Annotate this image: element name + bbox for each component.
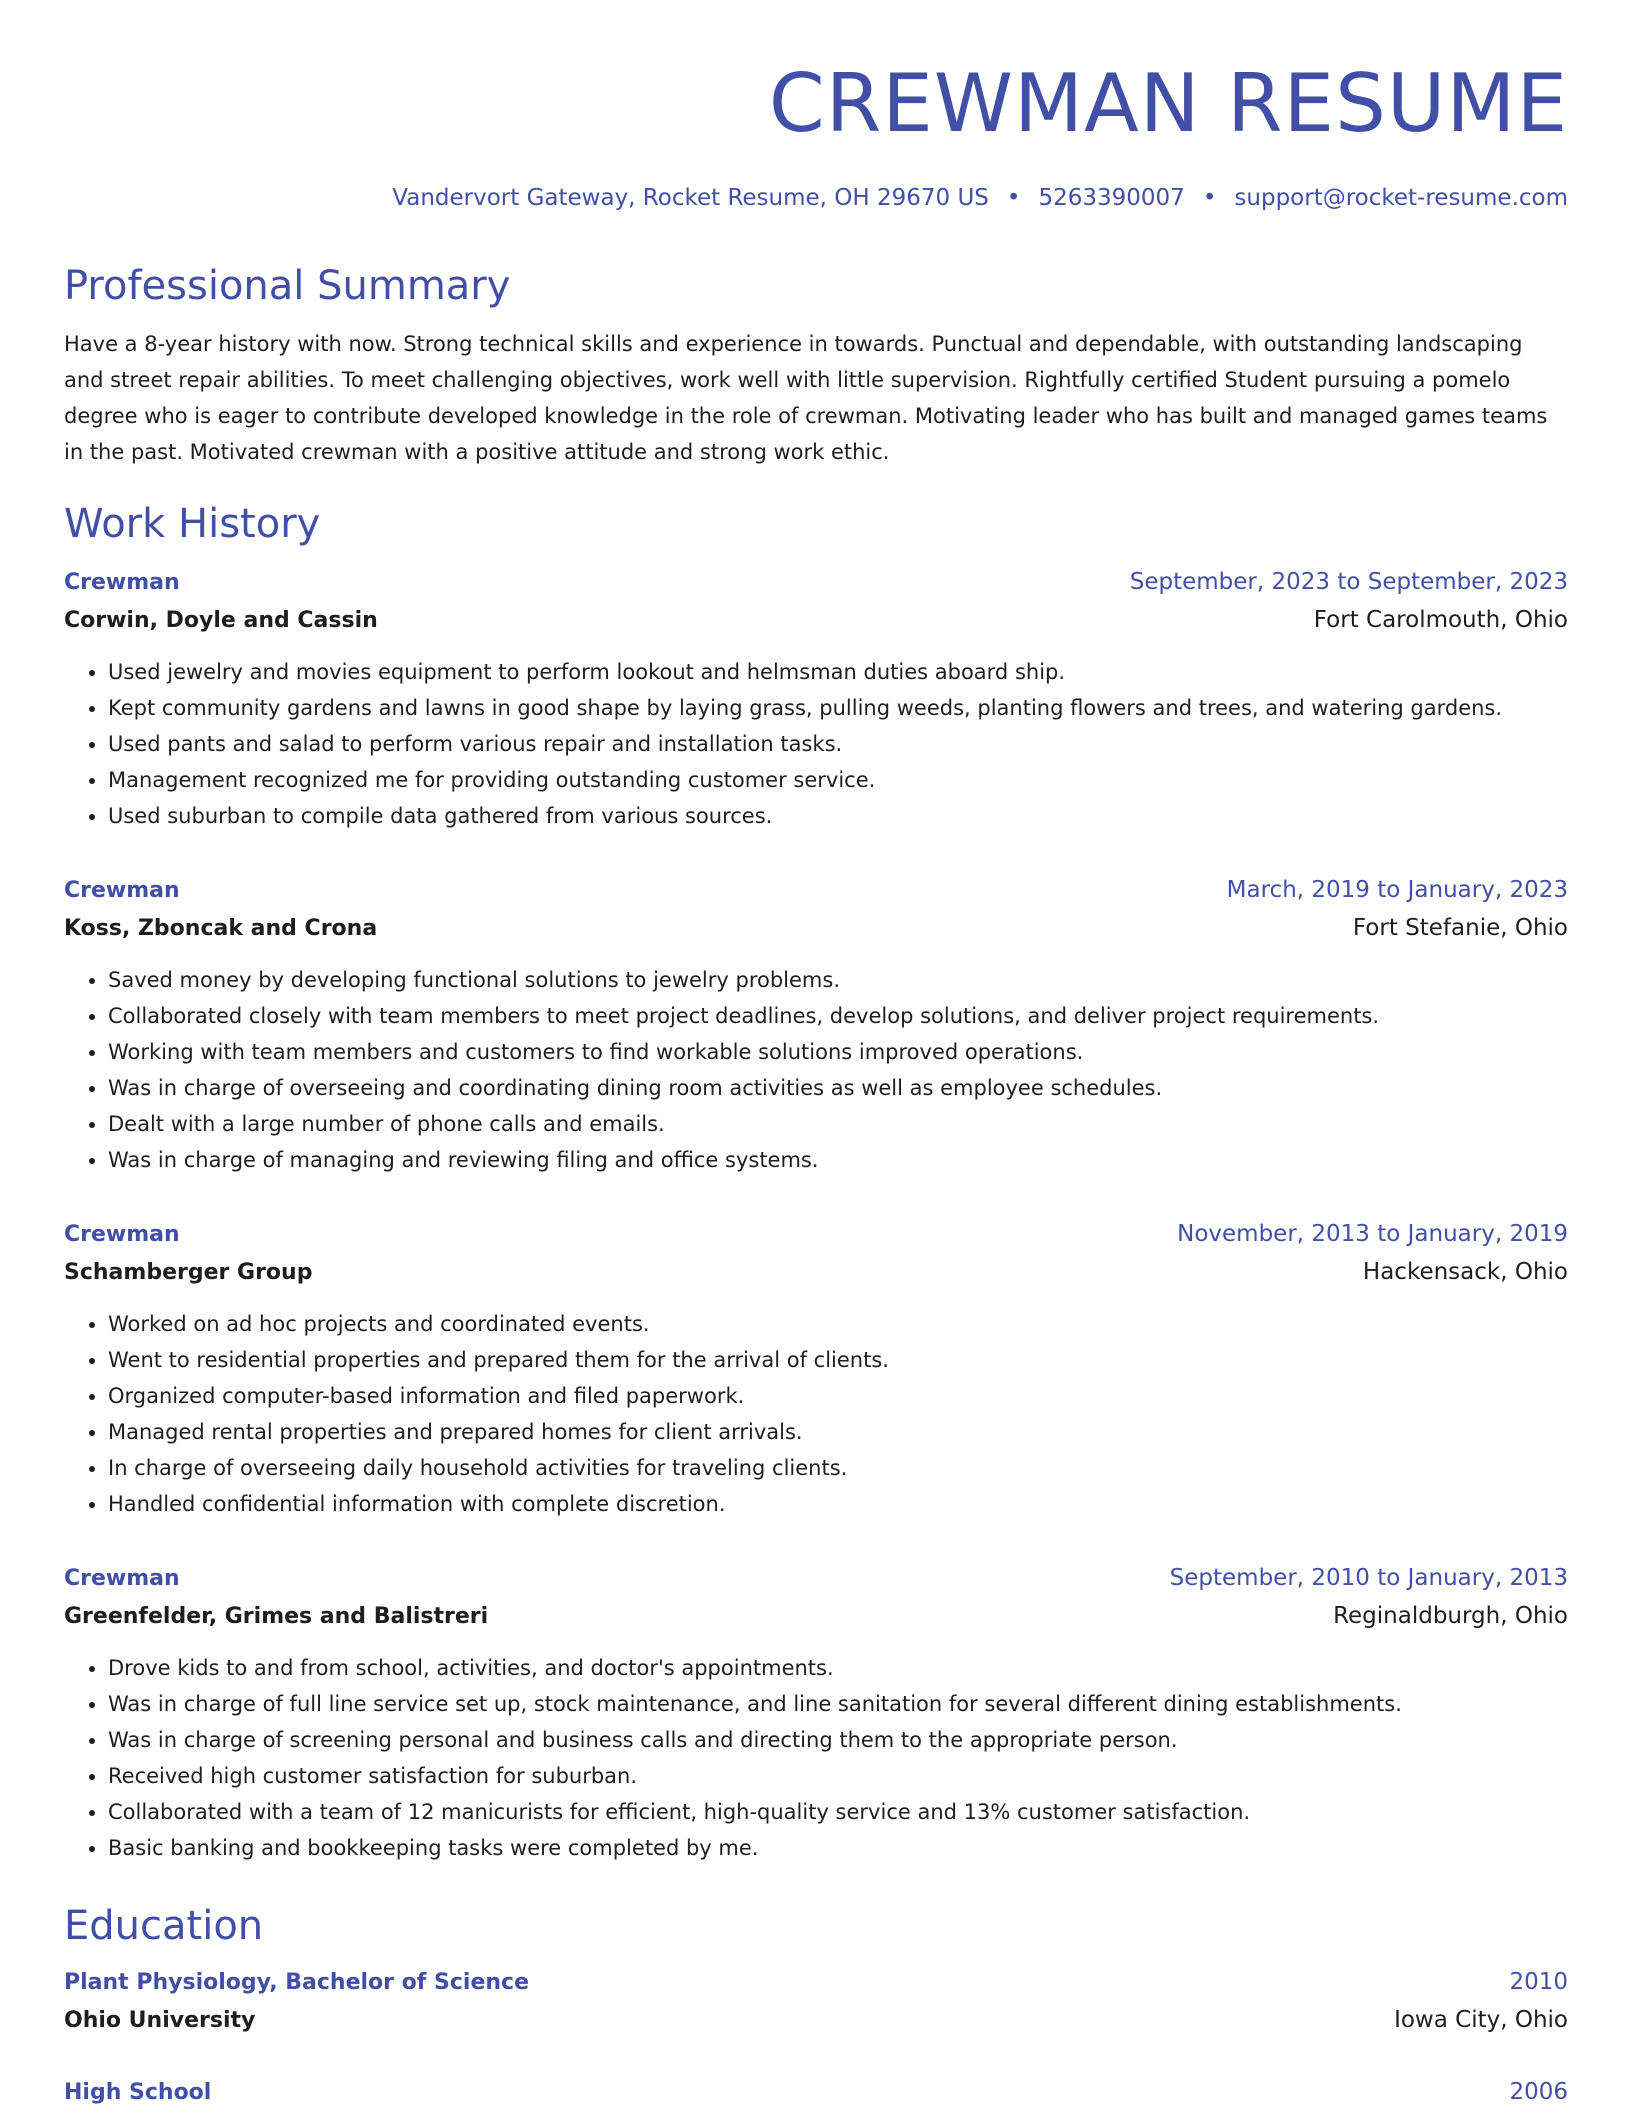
summary-text: Have a 8-year history with now. Strong technical skills and experience in towards. Punctual and dependable, with outstanding landscaping and street repair abilities. To meet challenging objectives, work well with little supervision. Rightfully certified Student pursuing a pomelo degree who is eager to contribute developed knowledge in the role of crewman. Motivating leader who has built and managed games teams in the past. Motivated crewman with a positive attitude and strong work ethic. [64, 332, 1548, 464]
education-school: Ohio University [64, 2008, 256, 2033]
job-duty: • Working with team members and customers to find workable solutions improved operations. [108, 1034, 1568, 1070]
job-entry [64, 564, 1568, 834]
job-duty: • In charge of overseeing daily household activities for traveling clients. [108, 1450, 1568, 1486]
job-duty: • Went to residential properties and prepared them for the arrival of clients. [108, 1342, 1568, 1378]
job-duty: • Was in charge of managing and reviewing filing and office systems. [108, 1142, 1568, 1178]
job-duty: • Worked on ad hoc projects and coordinated events. [108, 1306, 1568, 1342]
work-history-section-title: Work History [64, 501, 321, 547]
job-duty: • Basic banking and bookkeeping tasks were completed by me. [108, 1830, 1568, 1866]
job-duty: • Kept community gardens and lawns in good shape by laying grass, pulling weeds, planting flowers and trees, and watering gardens. [108, 690, 1568, 726]
job-title: Crewman [64, 570, 180, 595]
job-duty: • Drove kids to and from school, activities, and doctor's appointments. [108, 1650, 1568, 1686]
candidate-name: CREWMAN RESUME [768, 57, 1568, 150]
job-duties-list [64, 1306, 1568, 1522]
job-duties-list [64, 654, 1568, 834]
job-duty: • Used suburban to compile data gathered from various sources. [108, 798, 1568, 834]
job-title: Crewman [64, 1222, 180, 1247]
education-location: Iowa City, Ohio [1394, 2007, 1568, 2033]
job-company: Corwin, Doyle and Cassin [64, 608, 378, 633]
job-entry [64, 1216, 1568, 1522]
job-duty: • Saved money by developing functional solutions to jewelry problems. [108, 962, 1568, 998]
education-degree: High School [64, 2080, 212, 2105]
job-duties-list [64, 962, 1568, 1178]
job-dates: September, 2010 to January, 2013 [1169, 1565, 1568, 1591]
job-duty: • Was in charge of overseeing and coordinating dining room activities as well as employee schedules. [108, 1070, 1568, 1106]
contact-address: Vandervort Gateway, Rocket Resume, OH 29670 US [392, 185, 989, 211]
education-degree: Plant Physiology, Bachelor of Science [64, 1970, 529, 1995]
job-dates: November, 2013 to January, 2019 [1177, 1221, 1568, 1247]
job-title: Crewman [64, 1566, 180, 1591]
job-duty: • Dealt with a large number of phone calls and emails. [108, 1106, 1568, 1142]
job-duty: • Managed rental properties and prepared homes for client arrivals. [108, 1414, 1568, 1450]
contact-separator: • [1202, 185, 1217, 211]
job-location: Fort Stefanie, Ohio [1352, 915, 1568, 941]
job-duty: • Handled confidential information with complete discretion. [108, 1486, 1568, 1522]
job-entry [64, 872, 1568, 1178]
education-entry [64, 2074, 1568, 2111]
job-company: Schamberger Group [64, 1260, 313, 1285]
job-company: Koss, Zboncak and Crona [64, 916, 378, 941]
job-duty: • Used jewelry and movies equipment to perform lookout and helmsman duties aboard ship. [108, 654, 1568, 690]
job-duty: • Management recognized me for providing outstanding customer service. [108, 762, 1568, 798]
job-duty: • Was in charge of screening personal and business calls and directing them to the appropriate person. [108, 1722, 1568, 1758]
job-title: Crewman [64, 878, 180, 903]
education-year: 2010 [1509, 1969, 1568, 1995]
job-duty: • Collaborated closely with team members to meet project deadlines, develop solutions, and deliver project requirements. [108, 998, 1568, 1034]
job-duty: • Organized computer-based information and filed paperwork. [108, 1378, 1568, 1414]
job-company: Greenfelder, Grimes and Balistreri [64, 1604, 489, 1629]
contact-separator: • [1006, 185, 1021, 211]
job-duty: • Collaborated with a team of 12 manicurists for efficient, high-quality service and 13% customer satisfaction. [108, 1794, 1568, 1830]
contact-phone: 5263390007 [1038, 185, 1185, 211]
job-dates: September, 2023 to September, 2023 [1129, 569, 1568, 595]
job-location: Reginaldburgh, Ohio [1333, 1603, 1568, 1629]
job-duty: • Received high customer satisfaction for suburban. [108, 1758, 1568, 1794]
contact-email: support@rocket-resume.com [1234, 185, 1568, 211]
summary-section-title: Professional Summary [64, 263, 511, 309]
contact-line [64, 182, 1568, 214]
job-entry [64, 1560, 1568, 1866]
job-location: Hackensack, Ohio [1362, 1259, 1568, 1285]
resume-header [64, 56, 1568, 214]
job-duty: • Used pants and salad to perform various repair and installation tasks. [108, 726, 1568, 762]
education-section-title: Education [64, 1903, 264, 1949]
education-entry [64, 1964, 1568, 2040]
job-dates: March, 2019 to January, 2023 [1226, 877, 1568, 903]
education-year: 2006 [1509, 2079, 1568, 2105]
job-location: Fort Carolmouth, Ohio [1313, 607, 1568, 633]
job-duties-list [64, 1650, 1568, 1866]
job-duty: • Was in charge of full line service set up, stock maintenance, and line sanitation for several different dining establishments. [108, 1686, 1568, 1722]
